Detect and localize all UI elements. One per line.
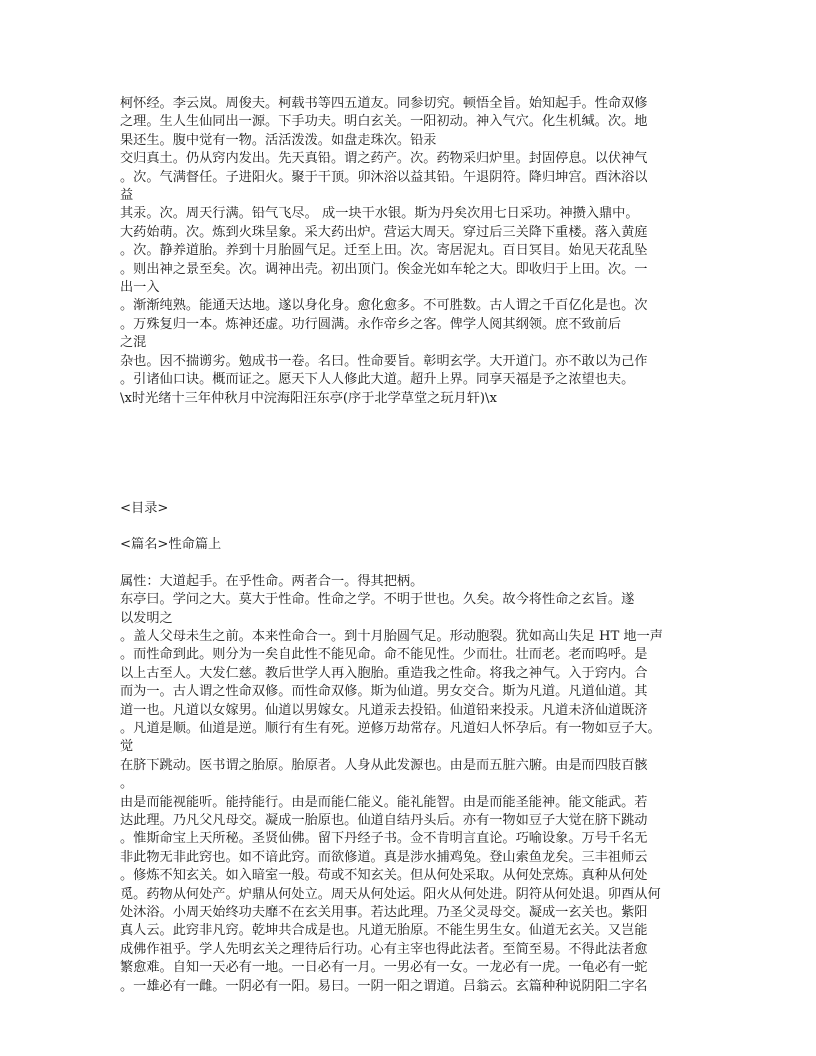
text-line: 觉 [120,739,134,755]
chapter-heading: <篇名>性命篇上 [120,537,222,553]
text-line: 东亭曰。学问之大。莫大于性命。性命之学。不明于世也。久矣。故今将性命之玄旨。遂 [120,592,635,608]
text-line: 杂也。因不揣谫劣。勉成书一卷。名曰。性命要旨。彰明玄学。大开道门。亦不敢以为己作 [120,353,648,369]
text-line: 大药始萌。次。炼到火珠呈象。采大药出炉。营运大周天。穿过后三关降下重楼。落入黄庭 [120,224,648,240]
text-line: 道一也。凡道以女嫁男。仙道以男嫁女。凡道汞去投铅。仙道铅来投汞。凡道未济仙道既济 [120,702,648,718]
text-line: 果还生。腹中觉有一物。活活泼泼。如盘走珠次。铅汞 [120,132,437,148]
text-line: 。惟斯命宝上天所秘。圣贤仙佛。留下丹经子书。佥不肯明言直论。巧喻设象。万号千名无 [120,831,648,847]
text-line: 属性：大道起手。在乎性命。两者合一。得其把柄。 [120,573,424,589]
text-line: 觅。药物从何处产。炉鼎从何处立。周天从何处运。阳火从何处进。阴符从何处退。卯酉从何 [120,886,661,902]
text-line: 益 [120,188,134,204]
toc-heading: <目录> [120,500,169,516]
text-line: 。次。气满督任。子进阳火。聚于干顶。卯沐浴以益其铅。午退阴符。降归坤宫。酉沐浴以 [120,169,648,185]
text-line: 繁愈难。自知一天必有一地。一日必有一月。一男必有一女。一龙必有一虎。一龟必有一蛇 [120,960,648,976]
text-line: 之混 [120,335,147,351]
text-line: 非此物无非此窍也。如不谙此窍。而欲修道。真是涉水捕鸡兔。登山索鱼龙矣。三丰祖师云 [120,849,648,865]
text-line: 由是而能视能听。能持能行。由是而能仁能义。能礼能智。由是而能圣能神。能文能武。若 [120,794,648,810]
section-gap [120,518,706,536]
text-line: 。则出神之景至矣。次。调神出壳。初出顶门。俟金光如车轮之大。即收归于上田。次。一 [120,261,648,277]
document-page [120,95,706,996]
text-line: 而为一。古人谓之性命双修。而性命双修。斯为仙道。男女交合。斯为凡道。凡道仙道。其 [120,684,648,700]
text-line: 之理。生人生仙同出一源。下手功夫。明白玄关。一阳初动。神入气穴。化生机缄。次。地 [120,114,648,130]
text-line: 交归真土。仍从窍内发出。先天真铅。谓之药产。次。药物采归炉里。封固停息。以伏神气 [120,151,648,167]
text-line: 出一入 [120,280,160,296]
text-line: 。渐渐纯熟。能通天达地。遂以身化身。愈化愈多。不可胜数。古人谓之千百亿化是也。次 [120,298,648,314]
text-line: 。修炼不知玄关。如入暗室一般。苟或不知玄关。但从何处采取。从何处烹炼。真种从何处 [120,868,648,884]
text-line: 成佛作祖乎。学人先明玄关之理待后行功。心有主宰也得此法者。至简至易。不得此法者愈 [120,941,648,957]
preface-section [120,95,706,408]
text-line: 在脐下跳动。医书谓之胎原。胎原者。人身从此发源也。由是而五脏六腑。由是而四肢百骸 [120,757,648,773]
section-gap [120,555,706,573]
text-line: 以上古至人。大发仁慈。教后世学人再入胞胎。重造我之性命。将我之神气。入于窍内。合 [120,665,648,681]
text-line: \x时光绪十三年仲秋月中浣海阳汪东亭(序于北学草堂之玩月轩)\x [120,390,497,406]
text-line: 以发明之 [120,610,173,626]
text-line: 。一雄必有一雌。一阴必有一阳。易曰。一阴一阳之谓道。吕翁云。玄篇种种说阴阳二字名 [120,978,648,994]
text-line: 。万殊复归一本。炼神还虚。功行圆满。永作帝乡之客。俾学人阅其纲领。庶不致前后 [120,316,622,332]
text-line: 。而性命到此。则分为一矣自此性不能见命。命不能见性。少而壮。壮而老。老而呜呼。是 [120,647,648,663]
text-line: 柯怀经。李云岚。周俊夫。柯载书等四五道友。同参切究。顿悟全旨。始知起手。性命双修 [120,96,648,111]
text-line: 。引诸仙口诀。概而证之。愿天下人人修此大道。超升上界。同享天福是予之浓望也夫。 [120,372,635,388]
body-section [120,573,706,996]
text-line: 。 [120,776,134,792]
text-line: 真人云。此窍非凡窍。乾坤共合成是也。凡道无胎原。不能生男生女。仙道无玄关。又岂能 [120,923,648,939]
text-line: 处沐浴。小周天始终功夫靡不在玄关用事。若达此理。乃圣父灵母交。凝成一玄关也。紫阳 [120,905,648,921]
section-gap [120,408,706,500]
text-line: 达此理。乃凡父凡母交。凝成一胎原也。仙道自结丹头后。亦有一物如豆子大觉在脐下跳动 [120,813,648,828]
text-line: 其汞。次。周天行满。铅气飞尽。 成一块干水银。斯为丹矣次用七日采功。神攒入鼎中。 [120,206,639,222]
text-line: 。盖人父母未生之前。本来性命合一。到十月胎圆气足。形动胞裂。犹如高山失足 HT 地一声 [120,628,663,644]
text-line: 。凡道是顺。仙道是逆。顺行有生有死。逆修万劫常存。凡道妇人怀孕后。有一物如豆子大。 [120,720,661,736]
text-line: 。次。静养道胎。养到十月胎圆气足。迁至上田。次。寄居泥丸。百日冥目。始见天花乱坠 [120,243,648,259]
